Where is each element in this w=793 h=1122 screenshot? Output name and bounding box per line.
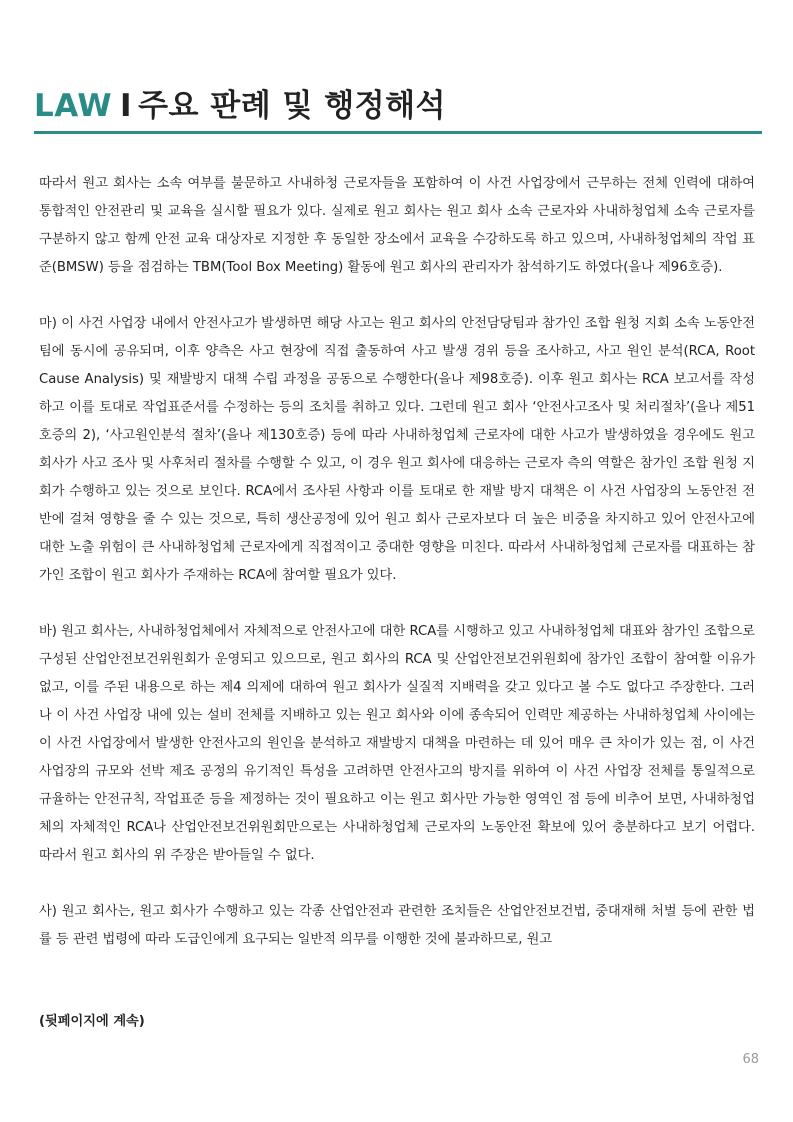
page-title (34, 86, 762, 126)
header-divider (34, 131, 762, 134)
continuation-note: (뒷페이지에 계속) (39, 1014, 145, 1029)
title-separator: I (120, 88, 133, 124)
section-label: LAW (34, 88, 113, 124)
title-text: 주요 판례 및 행정해석 (138, 88, 446, 124)
paragraph-sa: 사) 원고 회사는, 원고 회사가 수행하고 있는 각종 산업안전과 관련한 조치들은 산업안전보건법, 중대재해 처벌 등에 관한 법률 등 관련 법령에 따라 도급인에게 요구되는 일반적 의무를 이행한 것에 불과하므로, 원고 (39, 904, 755, 947)
page-number: 68 (742, 1052, 759, 1067)
paragraph-ba: 바) 원고 회사는, 사내하청업체에서 자체적으로 안전사고에 대한 RCA를 시행하고 있고 사내하청업체 대표와 참가인 조합으로 구성된 산업안전보건위원회가 운영되고 있으므로, 원고 회사의 RCA 및 산업안전보건위원회에 참가인 조합이 참여할 이유가 없고, 이를 주된 내용으로 하는 제4 의제에 대하여 원고 회사가 실질적 지배력을 갖고 있다고 볼 수도 없다고 주장한다. 그러나 이 사건 사업장 내에 있는 설비 전체를 지배하고 있는 원고 회사와 이에 종속되어 인력만 제공하는 사내하청업체 사이에는 이 사건 사업장에서 발생한 안전사고의 원인을 분석하고 재발방지 대책을 마련하는 데 있어 매우 큰 차이가 있는 점, 이 사건 사업장의 규모와 선박 제조 공정의 유기적인 특성을 고려하면 안전사고의 방지를 위하여 이 사건 사업장 전체를 통일적으로 규율하는 안전규칙, 작업표준 등을 제정하는 것이 필요하고 이는 원고 회사만 가능한 영역인 점 등에 비추어 보면, 사내하청업체의 자체적인 RCA나 산업안전보건위원회만으로는 사내하청업체 근로자의 노동안전 확보에 있어 충분하다고 보기 어렵다. 따라서 원고 회사의 위 주장은 받아들일 수 없다. (39, 624, 755, 863)
page-header (34, 86, 762, 126)
paragraph-ma: 마) 이 사건 사업장 내에서 안전사고가 발생하면 해당 사고는 원고 회사의 안전담당팀과 참가인 조합 원청 지회 소속 노동안전팀에 동시에 공유되며, 이후 양측은 사고 현장에 직접 출동하여 사고 발생 경위 등을 조사하고, 사고 원인 분석(RCA, Root Cause Analysis) 및 재발방지 대책 수립 과정을 공동으로 수행한다(을나 제98호증). 이후 원고 회사는 RCA 보고서를 작성하고 이를 토대로 작업표준서를 수정하는 등의 조치를 취하고 있다. 그런데 원고 회사 ‘안전사고조사 및 처리절차’(을나 제51호증의 2), ‘사고원인분석 절차’(을나 제130호증) 등에 따라 사내하청업체 근로자에 대한 사고가 발생하였을 경우에도 원고 회사가 사고 조사 및 사후처리 절차를 수행할 수 있고, 이 경우 원고 회사에 대응하는 근로자 측의 역할은 참가인 조합 원청 지회가 수행하고 있는 것으로 보인다. RCA에서 조사된 사항과 이를 토대로 한 재발 방지 대책은 이 사건 사업장의 노동안전 전반에 걸쳐 영향을 줄 수 있는 것으로, 특히 생산공정에 있어 원고 회사 근로자보다 더 높은 비중을 차지하고 있어 안전사고에 대한 노출 위험이 큰 사내하청업체 근로자에게 직접적이고 중대한 영향을 미친다. 따라서 사내하청업체 근로자를 대표하는 참가인 조합이 원고 회사가 주재하는 RCA에 참여할 필요가 있다. (39, 316, 755, 583)
paragraph-intro: 따라서 원고 회사는 소속 여부를 불문하고 사내하청 근로자들을 포함하여 이 사건 사업장에서 근무하는 전체 인력에 대하여 통합적인 안전관리 및 교육을 실시할 필요가 있다. 실제로 원고 회사는 원고 회사 소속 근로자와 사내하청업체 소속 근로자를 구분하지 않고 함께 안전 교육 대상자로 지정한 후 동일한 장소에서 교육을 수강하도록 하고 있으며, 사내하청업체의 작업 표준(BMSW) 등을 점검하는 TBM(Tool Box Meeting) 활동에 원고 회사의 관리자가 참석하기도 하였다(을나 제96호증). (39, 176, 755, 275)
body-content (39, 170, 755, 982)
